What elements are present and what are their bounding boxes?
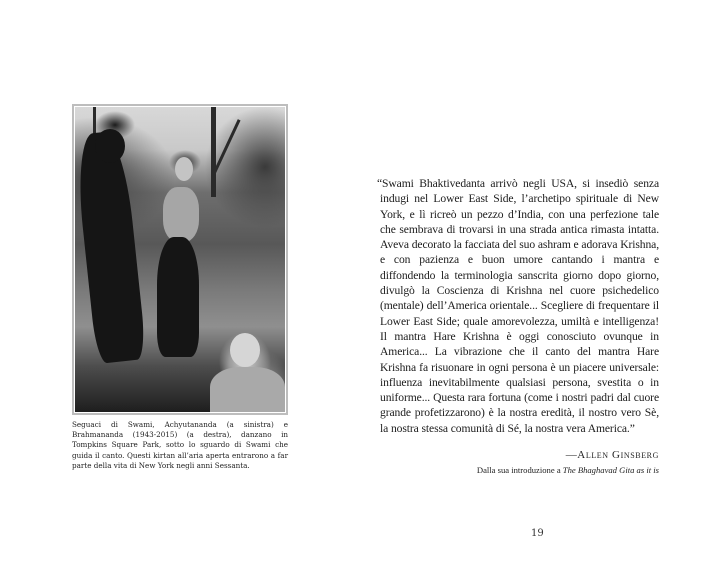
swami-body [210,367,285,412]
dancer-center-face [175,157,193,181]
swami-head [230,333,260,367]
page-number: 19 [531,528,544,539]
left-column [72,104,288,471]
dancer-center-shirt [163,187,199,242]
right-column [377,176,659,476]
tree-branch [212,119,240,175]
quote-author: —Allen Ginsberg [565,449,659,462]
quote-source-prefix: Dalla sua introduzione a [476,465,563,476]
dancer-center-legs [157,237,199,357]
photo-caption: Seguaci di Swami, Achyutananda (a sinistra) e Brahmananda (1943-2015) (a destra), danzano in Tompkins Square Park, sotto lo sguardo di Swami che guida il canto. Questi kirtan all’aria aperta entrarono a far parte della vita di New York negli anni Sessanta. [72,420,288,470]
photo-frame [72,104,288,415]
quote-source [380,464,659,476]
attribution [380,448,659,476]
quote-block: “Swami Bhaktivedanta arrivò negli USA, si insediò senza indugi nel Lower East Side, l’archetipo spirituale di New York, e lì ricreò un pezzo d’India, con una perfezione tale che sembrava di trovarsi in una strada antica rimasta intatta. Aveva decorato la facciata del suo ashram e adorava Krishna, e con pazienza e buon umore cantando i mantra e diffondendo la terminologia sanscrita giorno dopo giorno, divulgò la Coscienza di Krishna nel cuore psichedelico (mentale) dell’America orientale... Scegliere di frequentare il Lower East Side; quale amorevolezza, umiltà e intelligenza! Il mantra Hare Krishna è oggi conosciuto ovunque in America... La vibrazione che il canto del mantra Hare Krishna fa risuonare in ogni persona è un piacere universale: influenza inevitabilmente qualsiasi persona, svestita o in uniforme... Questa rara fortuna (come i nostri padri dal cuore grande profetizzarono) è la nostra eredità, il nostro vero Sè, la nostra stessa comunità di Sé, la nostra vera America.” [377,177,659,435]
dancer-left-head [95,129,125,163]
photograph [75,107,285,412]
tree-trunk [211,107,216,197]
quote-source-title: The Bhaghavad Gita as it is [562,465,659,476]
dancer-left [75,130,147,364]
